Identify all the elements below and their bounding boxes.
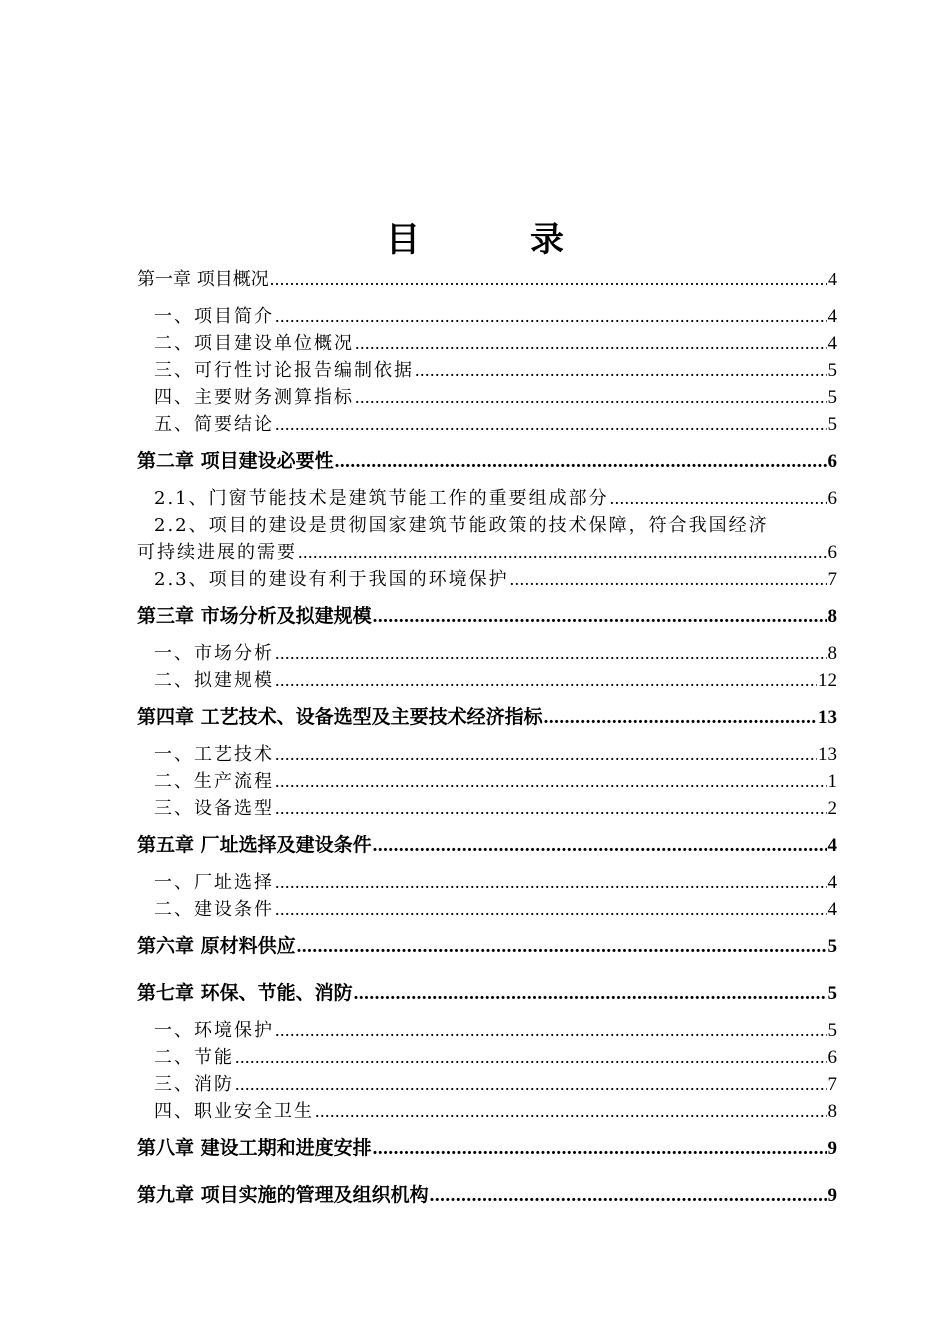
toc-page-number: 9 bbox=[827, 1138, 837, 1159]
toc-entry[interactable] bbox=[137, 1017, 837, 1044]
toc-entry-label: 二、拟建规模 bbox=[154, 670, 274, 691]
toc-page-number: 4 bbox=[828, 269, 837, 289]
toc-entry[interactable] bbox=[137, 795, 837, 822]
toc-page-number: 6 bbox=[827, 451, 837, 472]
leader-dots bbox=[235, 1044, 827, 1071]
leader-dots bbox=[275, 1017, 827, 1044]
toc-entry[interactable] bbox=[137, 1098, 837, 1125]
toc-entry-label: 五、简要结论 bbox=[154, 414, 274, 435]
toc-page-number: 8 bbox=[827, 606, 837, 627]
toc-entry[interactable] bbox=[137, 384, 837, 411]
toc-chapter-entry[interactable] bbox=[137, 448, 837, 475]
toc-page-number: 7 bbox=[827, 569, 837, 590]
leader-dots bbox=[275, 768, 827, 795]
leader-dots bbox=[275, 303, 827, 330]
leader-dots bbox=[275, 795, 827, 822]
toc-entry-label: 可持续进展的需要 bbox=[137, 542, 297, 563]
toc-entry[interactable] bbox=[137, 896, 837, 923]
toc-entry-label: 第八章 建设工期和进度安排 bbox=[137, 1137, 372, 1159]
toc-entry-label: 二、建设条件 bbox=[154, 899, 274, 920]
leader-dots bbox=[355, 330, 827, 357]
toc-page-number: 6 bbox=[827, 542, 837, 563]
leader-dots bbox=[415, 357, 827, 384]
leader-dots bbox=[510, 566, 827, 593]
toc-chapter-entry[interactable] bbox=[137, 266, 837, 293]
leader-dots bbox=[297, 933, 827, 960]
toc-entry-label: 2.1、门窗节能技术是建筑节能工作的重要组成部分 bbox=[154, 488, 609, 509]
leader-dots bbox=[270, 266, 827, 293]
toc-entry[interactable] bbox=[137, 1071, 837, 1098]
toc-page-number: 4 bbox=[827, 306, 837, 327]
toc-entry[interactable] bbox=[137, 357, 837, 384]
toc-entry[interactable] bbox=[137, 768, 837, 795]
toc-page-number: 7 bbox=[827, 1074, 837, 1095]
toc-page-number: 5 bbox=[827, 936, 837, 957]
leader-dots bbox=[275, 869, 827, 896]
toc-chapter-entry[interactable] bbox=[137, 933, 837, 960]
toc-entry-label: 三、消防 bbox=[154, 1074, 234, 1095]
toc-entry-label: 第一章 项目概况 bbox=[137, 269, 269, 290]
toc-entry-label: 二、项目建设单位概况 bbox=[154, 333, 354, 354]
toc-entry-label: 一、厂址选择 bbox=[154, 872, 274, 893]
toc-entry-label: 四、职业安全卫生 bbox=[154, 1101, 314, 1122]
leader-dots bbox=[298, 539, 827, 566]
toc-entry[interactable] bbox=[137, 1044, 837, 1071]
toc-entry[interactable] bbox=[137, 869, 837, 896]
toc-entry[interactable] bbox=[137, 640, 837, 667]
leader-dots bbox=[544, 704, 817, 731]
toc-entry-label: 一、项目简介 bbox=[154, 306, 274, 327]
toc-page-number: 1 bbox=[827, 771, 837, 792]
toc-page-number: 12 bbox=[818, 670, 837, 691]
toc-chapter-entry[interactable] bbox=[137, 980, 837, 1007]
leader-dots bbox=[275, 640, 827, 667]
toc-entry-label: 二、生产流程 bbox=[154, 771, 274, 792]
toc-page-number: 4 bbox=[827, 333, 837, 354]
toc-page-number: 4 bbox=[827, 835, 837, 856]
toc-page-number: 5 bbox=[827, 387, 837, 408]
toc-entry[interactable] bbox=[137, 485, 837, 512]
toc-entry-label: 第二章 项目建设必要性 bbox=[137, 450, 334, 472]
toc-page-number: 6 bbox=[827, 488, 837, 509]
leader-dots bbox=[275, 411, 827, 438]
leader-dots bbox=[275, 741, 817, 768]
toc-page-number: 5 bbox=[827, 360, 837, 381]
leader-dots bbox=[315, 1098, 827, 1125]
toc-chapter-entry[interactable] bbox=[137, 704, 837, 731]
toc-entry[interactable] bbox=[137, 303, 837, 330]
leader-dots bbox=[275, 667, 817, 694]
toc-entry-label: 二、节能 bbox=[154, 1047, 234, 1068]
toc-entry-label: 第六章 原材料供应 bbox=[137, 935, 296, 957]
toc-entry-label: 第五章 厂址选择及建设条件 bbox=[137, 834, 372, 856]
toc-entry-label: 2.3、项目的建设有利于我国的环境保护 bbox=[154, 569, 509, 590]
toc-entry-label: 第七章 环保、节能、消防 bbox=[137, 982, 353, 1004]
toc-entry-label: 第四章 工艺技术、设备选型及主要技术经济指标 bbox=[137, 706, 543, 728]
toc-entry-label: 一、市场分析 bbox=[154, 643, 274, 664]
toc-entry[interactable] bbox=[137, 667, 837, 694]
toc-chapter-entry[interactable] bbox=[137, 603, 837, 630]
toc-entry-label: 三、设备选型 bbox=[154, 798, 274, 819]
leader-dots bbox=[235, 1071, 827, 1098]
toc-page-number: 13 bbox=[818, 707, 837, 728]
toc-entry[interactable] bbox=[137, 566, 837, 593]
toc-page-number: 13 bbox=[818, 744, 837, 765]
toc-page-number: 5 bbox=[827, 1020, 837, 1041]
leader-dots bbox=[355, 384, 827, 411]
toc-entry-label: 第九章 项目实施的管理及组织机构 bbox=[137, 1184, 429, 1206]
toc-page-number: 2 bbox=[827, 798, 837, 819]
leader-dots bbox=[354, 980, 827, 1007]
toc-page-number: 5 bbox=[827, 983, 837, 1004]
toc-chapter-entry[interactable] bbox=[137, 1182, 837, 1209]
leader-dots bbox=[275, 896, 827, 923]
toc-page-number: 4 bbox=[827, 872, 837, 893]
toc-page-number: 9 bbox=[827, 1185, 837, 1206]
toc-page-number: 8 bbox=[827, 643, 837, 664]
toc-entry-line: 2.2、项目的建设是贯彻国家建筑节能政策的技术保障，符合我国经济 bbox=[154, 515, 769, 536]
leader-dots bbox=[373, 603, 827, 630]
leader-dots bbox=[335, 448, 827, 475]
toc-page-number: 4 bbox=[827, 899, 837, 920]
toc-entry-label: 三、可行性讨论报告编制依据 bbox=[154, 360, 414, 381]
toc-entry[interactable] bbox=[137, 741, 837, 768]
toc-page-number: 6 bbox=[827, 1047, 837, 1068]
toc-chapter-entry[interactable] bbox=[137, 832, 837, 859]
toc-entry[interactable] bbox=[137, 330, 837, 357]
toc-entry-label: 一、环境保护 bbox=[154, 1020, 274, 1041]
toc-chapter-entry[interactable] bbox=[137, 1135, 837, 1162]
toc-entry[interactable] bbox=[137, 539, 837, 566]
page-title: 目 录 bbox=[386, 220, 602, 260]
toc-entry-label: 一、工艺技术 bbox=[154, 744, 274, 765]
leader-dots bbox=[373, 832, 827, 859]
toc-page-number: 8 bbox=[827, 1101, 837, 1122]
toc-page-number: 5 bbox=[827, 414, 837, 435]
toc-entry-label: 第三章 市场分析及拟建规模 bbox=[137, 605, 372, 627]
leader-dots bbox=[430, 1182, 827, 1209]
leader-dots bbox=[610, 485, 827, 512]
leader-dots bbox=[373, 1135, 827, 1162]
toc-entry[interactable] bbox=[137, 411, 837, 438]
toc-entry-label: 四、主要财务测算指标 bbox=[154, 387, 354, 408]
table-of-contents bbox=[137, 266, 837, 1209]
